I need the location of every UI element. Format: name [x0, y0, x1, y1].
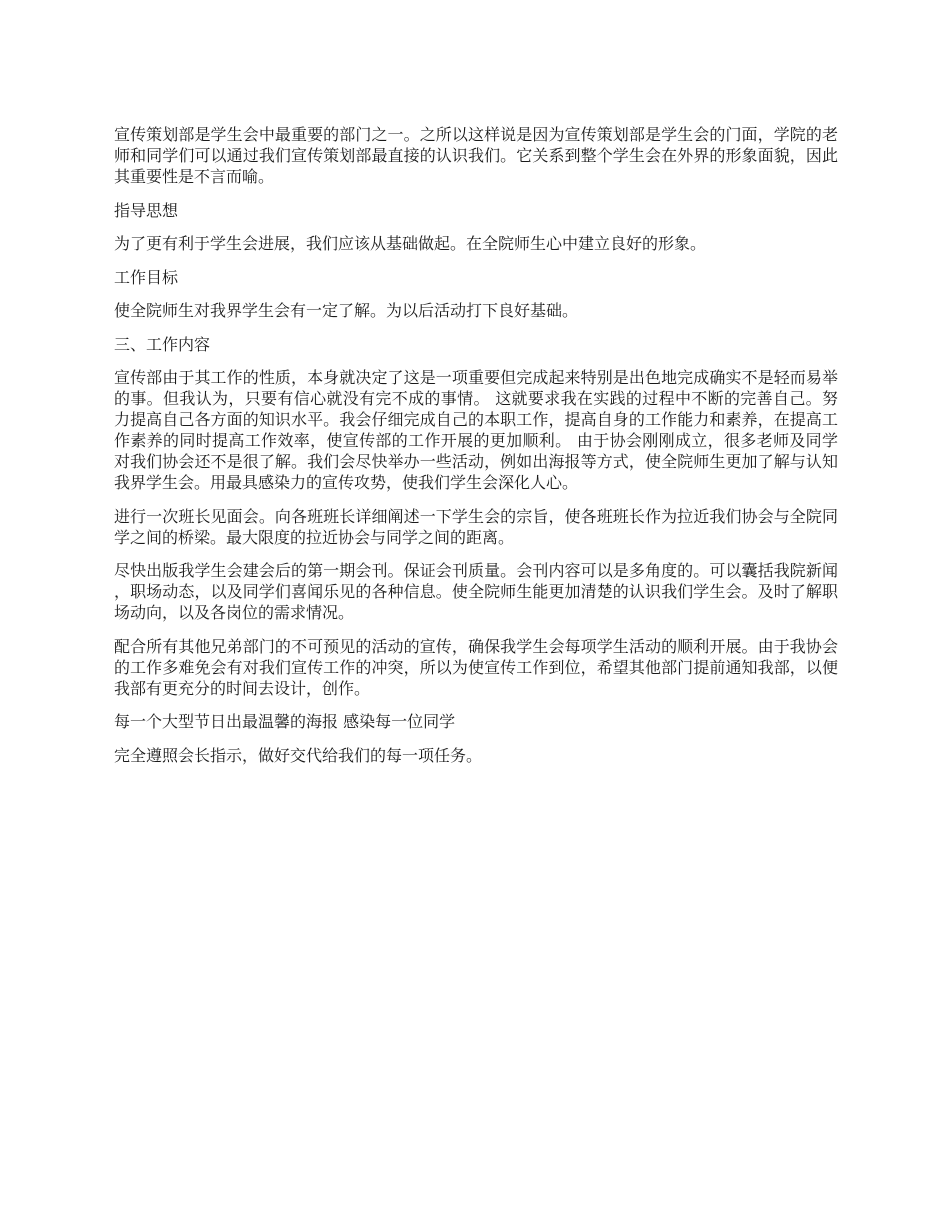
document-body	[114, 124, 838, 778]
paragraph-follow-instructions: 完全遵照会长指示，做好交代给我们的每一项任务。	[114, 745, 483, 765]
paragraph-guiding-ideology: 为了更有利于学生会进展，我们应该从基础做起。在全院师生心中建立良好的形象。	[114, 234, 707, 253]
paragraph-class-leader-meeting: 进行一次班长见面会。向各班班长详细阐述一下学生会的宗旨，使各班班长作为拉近我们协会与全院同学之间的桥梁。最大限度的拉近协会与同学之间的距离。	[114, 506, 838, 547]
paragraph-festival-posters: 每一个大型节日出最温馨的海报 感染每一位同学	[114, 712, 456, 731]
paragraph-work-goal: 使全院师生对我界学生会有一定了解。为以后活动打下良好基础。	[114, 301, 579, 320]
section-heading-work-content: 三、工作内容	[114, 334, 211, 354]
paragraph-intro: 宣传策划部是学生会中最重要的部门之一。之所以这样说是因为宣传策划部是学生会的门面，学院的老师和同学们可以通过我们宣传策划部最直接的认识我们。它关系到整个学生会在外界的形象面貌，因此其重要性是不言而喻。	[114, 125, 838, 186]
paragraph-cooperation: 配合所有其他兄弟部门的不可预见的活动的宣传，确保我学生会每项学生活动的顺利开展。由于我协会的工作多难免会有对我们宣传工作的冲突，所以为使宣传工作到位，希望其他部门提前通知我部，以便我部有更充分的时间去设计，创作。	[114, 636, 838, 698]
paragraph-work-content: 宣传部由于其工作的性质，本身就决定了这是一项重要但完成起来特别是出色地完成确实不是轻而易举的事。但我认为，只要有信心就没有完不成的事情。 这就要求我在实践的过程中不断的完善自己。努力提高自己各方面的知识水平。我会仔细完成自己的本职工作，提高自身的工作能力和素养，在提高工作素养的同时提高工作效率，使宣传部的工作开展的更加顺利。 由于协会刚刚成立，很多老师及同学对我们协会还不是很了解。我们会尽快举办一些活动，例如出海报等方式，使全院师生更加了解与认知我界学生会。用最具感染力的宣传攻势，使我们学生会深化人心。	[114, 368, 838, 492]
section-heading-work-goal: 工作目标	[114, 267, 179, 287]
section-heading-guiding-ideology: 指导思想	[114, 200, 179, 220]
paragraph-journal-publication: 尽快出版我学生会建会后的第一期会刊。保证会刊质量。会刊内容可以是多角度的。可以囊括我院新闻，职场动态，以及同学们喜闻乐见的各种信息。使全院师生能更加清楚的认识我们学生会。及时了解职场动向，以及各岗位的需求情况。	[114, 561, 838, 622]
